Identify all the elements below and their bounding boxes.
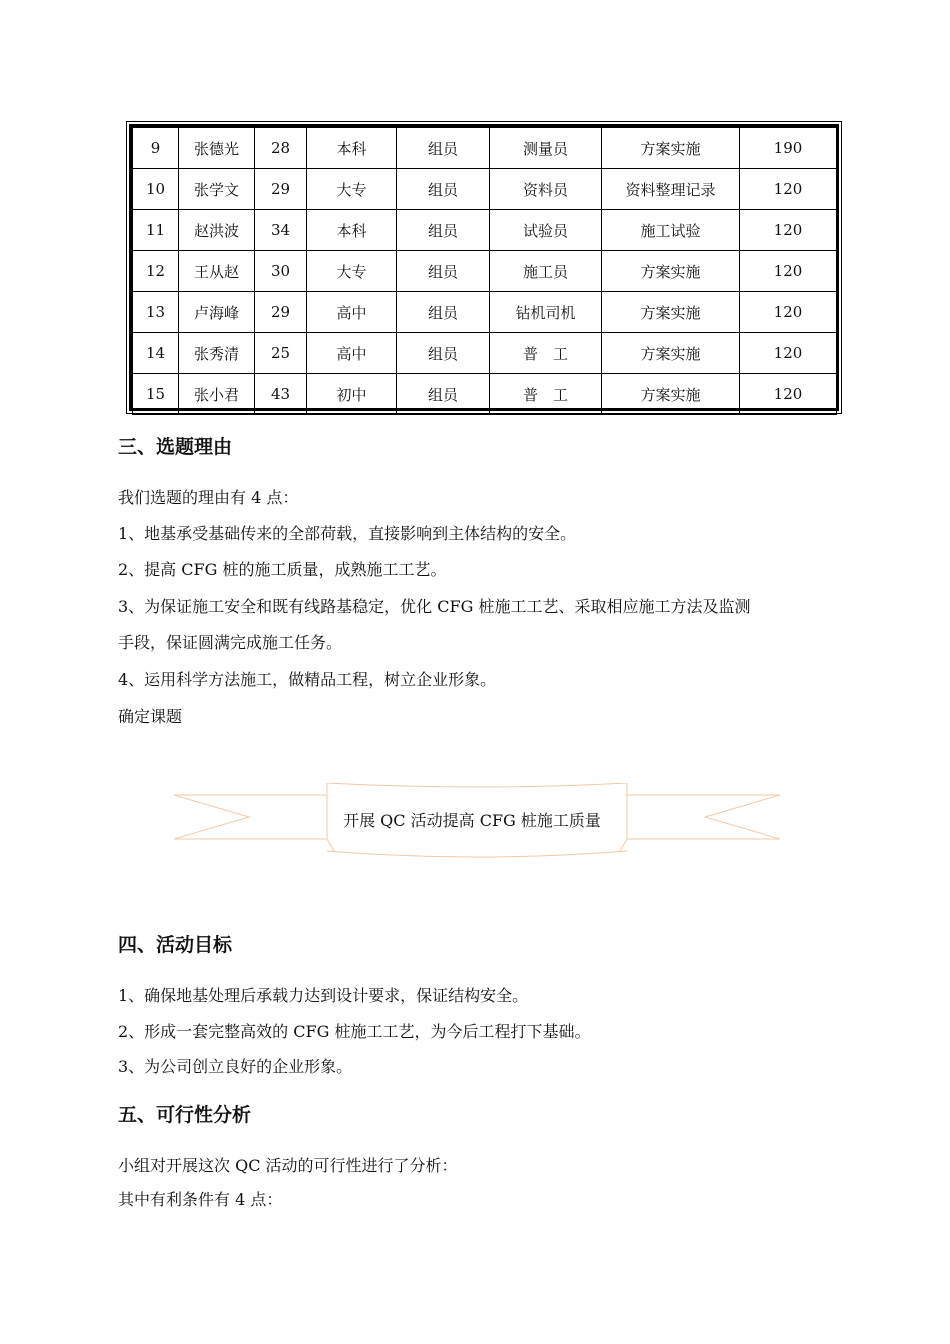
- member-name-cell: 张德光: [179, 128, 255, 169]
- member-education-cell: 初中: [307, 374, 397, 415]
- member-age-cell: 28: [255, 128, 307, 169]
- member-position-cell: 资料员: [490, 169, 602, 210]
- member-position-cell: 测量员: [490, 128, 602, 169]
- section-4-item-1: 1、确保地基处理后承载力达到设计要求，保证结构安全。: [118, 986, 529, 1005]
- member-duty-cell: 资料整理记录: [602, 169, 740, 210]
- member-no-cell: 14: [133, 333, 179, 374]
- member-duty-cell: 方案实施: [602, 251, 740, 292]
- member-duty-cell: 方案实施: [602, 128, 740, 169]
- table-row: [133, 333, 837, 374]
- member-duty-cell: 方案实施: [602, 292, 740, 333]
- section-5-favorable-conditions: 其中有利条件有 4 点：: [118, 1190, 283, 1209]
- section-3-item-3-continued: 手段，保证圆满完成施工任务。: [118, 633, 343, 652]
- member-name-cell: 张学文: [179, 169, 255, 210]
- member-role-cell: 组员: [397, 251, 490, 292]
- member-duty-cell: 方案实施: [602, 333, 740, 374]
- member-hours-cell: 120: [740, 210, 837, 251]
- member-no-cell: 9: [133, 128, 179, 169]
- table-row: [133, 169, 837, 210]
- member-role-cell: 组员: [397, 374, 490, 415]
- member-hours-cell: 120: [740, 333, 837, 374]
- section-5-intro: 小组对开展这次 QC 活动的可行性进行了分析：: [118, 1156, 458, 1175]
- member-no-cell: 10: [133, 169, 179, 210]
- section-3-heading: 三、选题理由: [118, 436, 233, 458]
- member-education-cell: 本科: [307, 210, 397, 251]
- member-name-cell: 张小君: [179, 374, 255, 415]
- member-age-cell: 29: [255, 169, 307, 210]
- member-role-cell: 组员: [397, 169, 490, 210]
- table-row: [133, 128, 837, 169]
- section-4-item-3: 3、为公司创立良好的企业形象。: [118, 1057, 353, 1076]
- member-no-cell: 11: [133, 210, 179, 251]
- section-3-item-4: 4、运用科学方法施工，做精品工程，树立企业形象。: [118, 670, 497, 689]
- member-table-body: [133, 128, 837, 415]
- member-position-cell: 普 工: [490, 374, 602, 415]
- member-hours-cell: 120: [740, 374, 837, 415]
- member-role-cell: 组员: [397, 333, 490, 374]
- member-age-cell: 25: [255, 333, 307, 374]
- member-no-cell: 13: [133, 292, 179, 333]
- member-position-cell: 普 工: [490, 333, 602, 374]
- section-4-heading: 四、活动目标: [118, 934, 233, 956]
- member-age-cell: 29: [255, 292, 307, 333]
- table-row: [133, 210, 837, 251]
- topic-banner-title: 开展 QC 活动提高 CFG 桩施工质量: [343, 811, 601, 830]
- member-age-cell: 30: [255, 251, 307, 292]
- table-row: [133, 292, 837, 333]
- topic-label: 确定课题: [118, 707, 183, 726]
- member-education-cell: 大专: [307, 169, 397, 210]
- table-row: [133, 251, 837, 292]
- member-age-cell: 43: [255, 374, 307, 415]
- member-hours-cell: 120: [740, 292, 837, 333]
- member-name-cell: 王从赵: [179, 251, 255, 292]
- member-name-cell: 赵洪波: [179, 210, 255, 251]
- section-3-item-1: 1、地基承受基础传来的全部荷载，直接影响到主体结构的安全。: [118, 524, 577, 543]
- member-hours-cell: 190: [740, 128, 837, 169]
- section-3-intro: 我们选题的理由有 4 点：: [118, 488, 299, 507]
- section-3-item-2: 2、提高 CFG 桩的施工质量，成熟施工工艺。: [118, 560, 447, 579]
- member-role-cell: 组员: [397, 128, 490, 169]
- member-hours-cell: 120: [740, 169, 837, 210]
- member-name-cell: 卢海峰: [179, 292, 255, 333]
- section-3-item-3: 3、为保证施工安全和既有线路基稳定，优化 CFG 桩施工工艺、采取相应施工方法及监测: [118, 597, 751, 616]
- member-no-cell: 12: [133, 251, 179, 292]
- member-table: [129, 124, 839, 411]
- table-row: [133, 374, 837, 415]
- member-education-cell: 本科: [307, 128, 397, 169]
- member-no-cell: 15: [133, 374, 179, 415]
- member-hours-cell: 120: [740, 251, 837, 292]
- member-position-cell: 试验员: [490, 210, 602, 251]
- member-duty-cell: 方案实施: [602, 374, 740, 415]
- member-position-cell: 钻机司机: [490, 292, 602, 333]
- member-education-cell: 大专: [307, 251, 397, 292]
- member-role-cell: 组员: [397, 210, 490, 251]
- member-role-cell: 组员: [397, 292, 490, 333]
- member-education-cell: 高中: [307, 292, 397, 333]
- member-table-grid: [132, 127, 837, 415]
- section-4-item-2: 2、形成一套完整高效的 CFG 桩施工工艺，为今后工程打下基础。: [118, 1022, 591, 1041]
- member-name-cell: 张秀清: [179, 333, 255, 374]
- member-education-cell: 高中: [307, 333, 397, 374]
- section-5-heading: 五、可行性分析: [118, 1104, 252, 1126]
- member-duty-cell: 施工试验: [602, 210, 740, 251]
- member-position-cell: 施工员: [490, 251, 602, 292]
- member-age-cell: 34: [255, 210, 307, 251]
